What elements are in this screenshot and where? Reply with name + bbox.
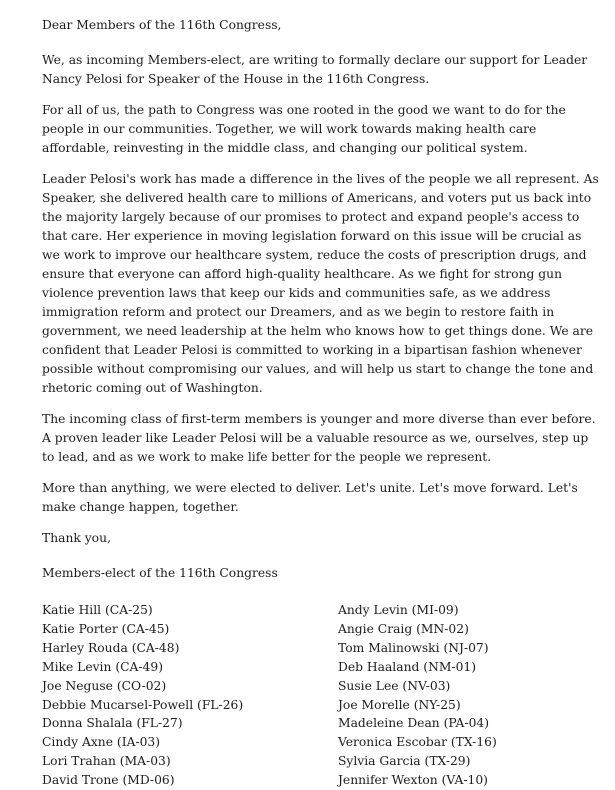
signer: Joe Morelle (NY-25)	[338, 697, 461, 712]
signers-list	[42, 601, 599, 790]
signers-left-column	[42, 601, 338, 790]
signer: Donna Shalala (FL-27)	[42, 716, 183, 731]
signer: Katie Hill (CA-25)	[42, 603, 153, 617]
salutation: Dear Members of the 116th Congress,	[42, 18, 282, 32]
paragraph-deliver: More than anything, we were elected to deliver. Let's unite. Let's move forward. Let's make change happen, together.	[42, 481, 578, 514]
signer: Andy Levin (MI-09)	[338, 603, 459, 617]
signer: David Trone (MD-06)	[42, 773, 175, 788]
signoff: Members-elect of the 116th Congress	[42, 566, 278, 580]
signer: Debbie Mucarsel-Powell (FL-26)	[42, 697, 244, 712]
signers-right-column	[338, 601, 497, 790]
signer: Deb Haaland (NM-01)	[338, 659, 477, 674]
signer: Joe Neguse (CO-02)	[42, 678, 167, 693]
signer: Lori Trahan (MA-03)	[42, 754, 171, 769]
signer: Katie Porter (CA-45)	[42, 621, 170, 636]
paragraph-experience: Leader Pelosi's work has made a difference in the lives of the people we all represent. As Speaker, she delivered health care to millions of Americans, and voters put us back into the majority largely because of our promises to protect and expand people's access to that care. Her experience in moving legislation forward on this issue will be crucial as we work to improve our healthcare system, reduce the costs of prescription drugs, and ensure that everyone can afford high-quality healthcare. As we fight for strong gun violence prevention laws that keep our kids and communities safe, as we address immigration reform and protect our Dreamers, and as we begin to restore faith in government, we need leadership at the helm who knows how to get things done. We are confident that Leader Pelosi is committed to working in a bipartisan fashion whenever possible without compromising our values, and will help us start to change the tone and rhetoric coming out of Washington.	[42, 172, 599, 395]
signer: Mike Levin (CA-49)	[42, 659, 163, 674]
signer: Angie Craig (MN-02)	[338, 621, 469, 636]
closing: Thank you,	[42, 531, 111, 545]
signer: Susie Lee (NV-03)	[338, 678, 451, 693]
paragraph-declaration: We, as incoming Members-elect, are writing to formally declare our support for Leader Nancy Pelosi for Speaker of the House in the 116th Congress.	[42, 53, 588, 86]
signer: Harley Rouda (CA-48)	[42, 640, 180, 655]
paragraph-path: For all of us, the path to Congress was one rooted in the good we want to do for the people in our communities. Together, we will work towards making health care affordable, reinvesting in the middle class, and changing our political system.	[42, 103, 566, 155]
signer: Tom Malinowski (NJ-07)	[338, 640, 489, 655]
signer: Sylvia Garcia (TX-29)	[338, 754, 471, 769]
paragraph-incoming-class: The incoming class of first-term members is younger and more diverse than ever before. A proven leader like Leader Pelosi will be a valuable resource as we, ourselves, step up to lead, and as we work to make life better for the people we represent.	[42, 412, 596, 464]
signer: Cindy Axne (IA-03)	[42, 735, 161, 750]
signer: Jennifer Wexton (VA-10)	[338, 773, 488, 788]
signer: Veronica Escobar (TX-16)	[338, 735, 497, 750]
signer: Madeleine Dean (PA-04)	[338, 716, 490, 731]
